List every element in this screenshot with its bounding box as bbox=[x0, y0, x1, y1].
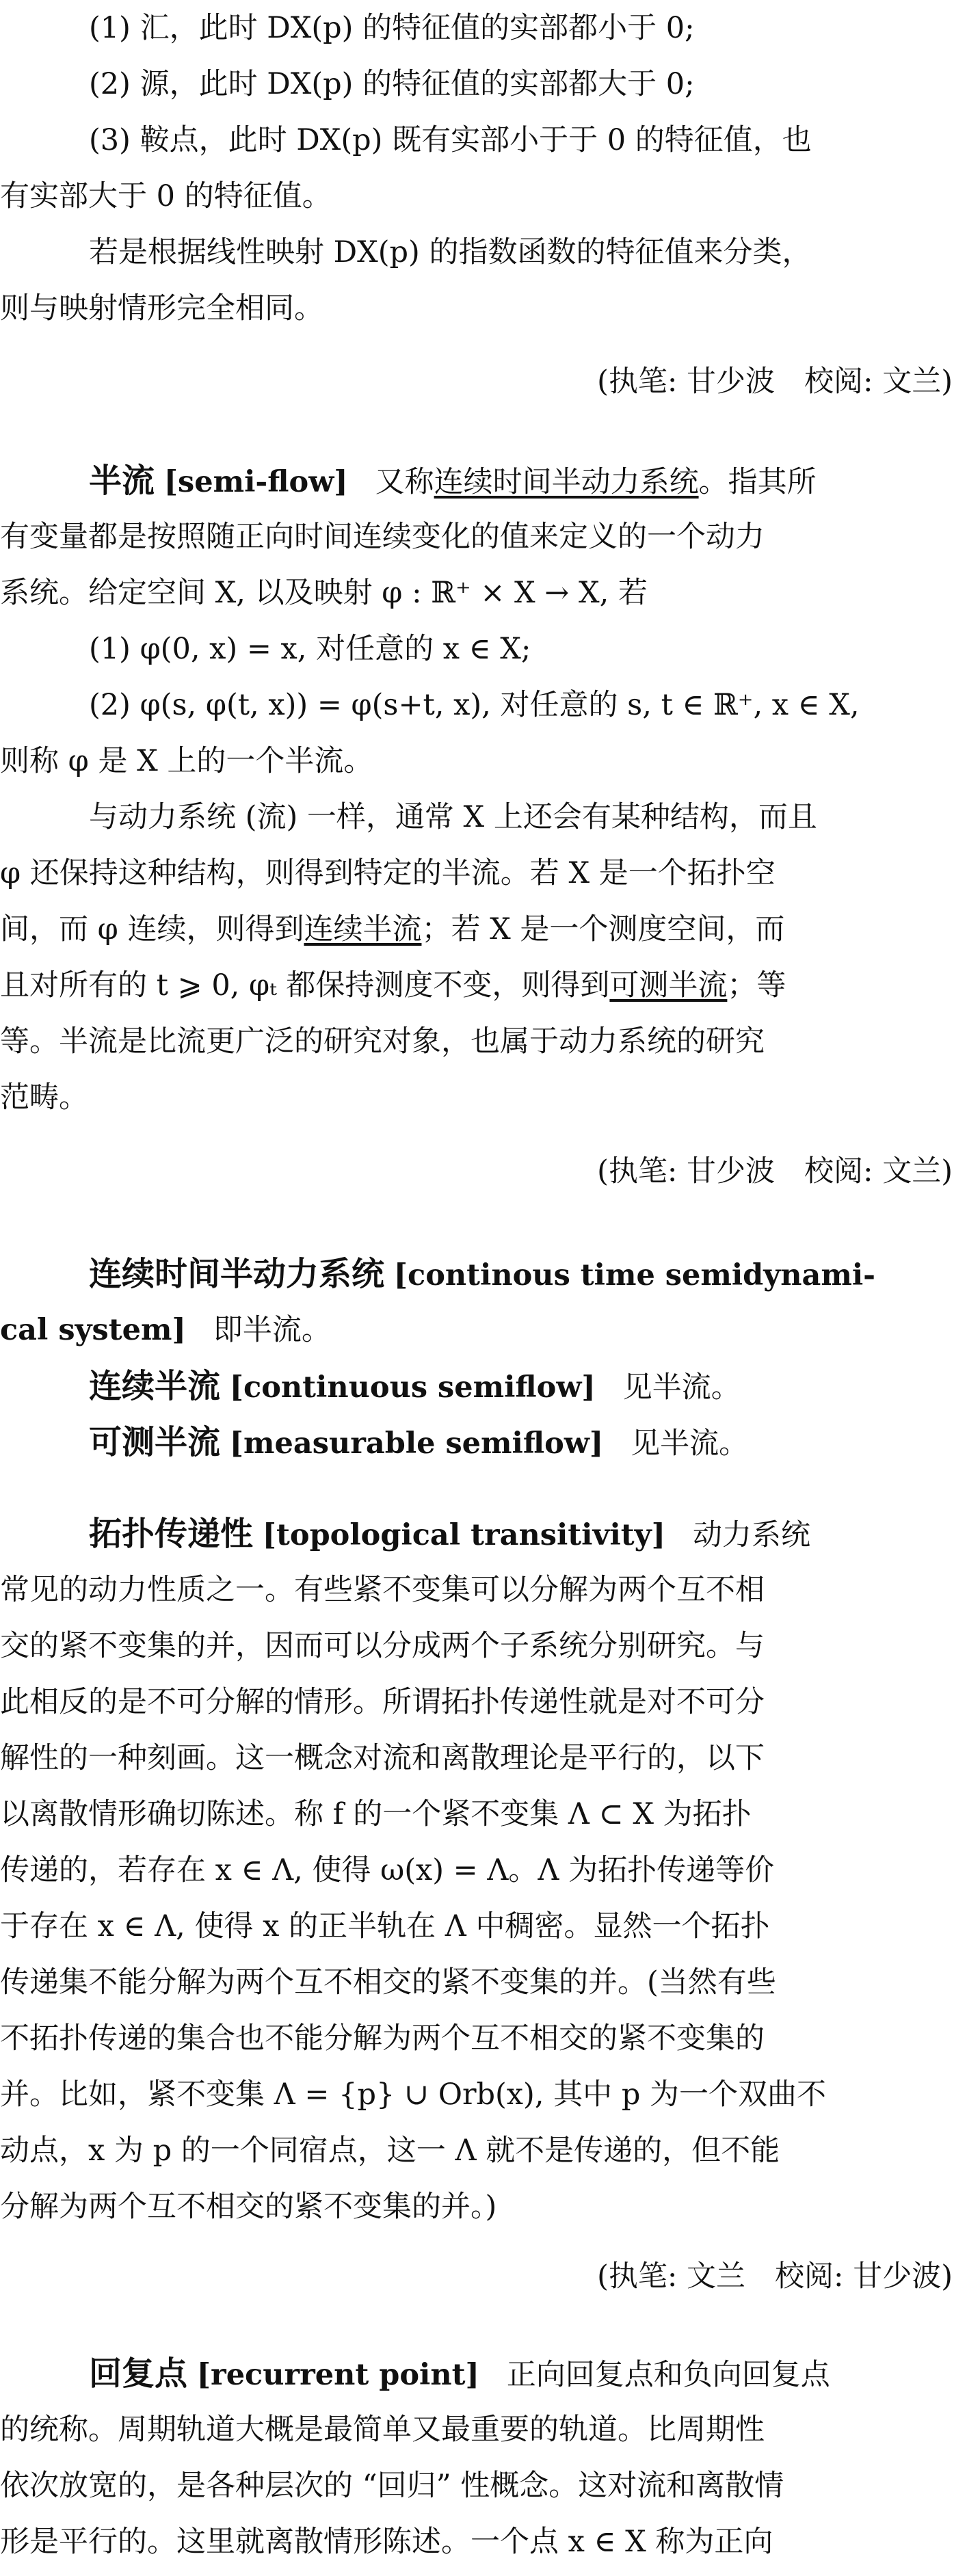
text-line: 传递的，若存在 x ∈ Λ, 使得 ω(x) = Λ。Λ 为拓扑传递等价 bbox=[0, 1853, 775, 1887]
text-line bbox=[0, 914, 980, 945]
entry-title-en: [measurable semiflow] bbox=[229, 1426, 604, 1461]
entry-line-rest: 正向回复点和负向回复点 bbox=[506, 2358, 830, 2392]
text-span: ；等 bbox=[727, 968, 786, 1002]
link-measurable-semiflow[interactable]: 可测半流 bbox=[609, 968, 728, 1002]
entry-title-en: [continous time semidynami- bbox=[393, 1258, 876, 1292]
text-span: 间，而 φ 连续，则得到 bbox=[0, 912, 304, 946]
text-line: 不拓扑传递的集合也不能分解为两个互不相交的紧不变集的 bbox=[0, 2021, 765, 2056]
entry-title-en: [topological transitivity] bbox=[262, 1518, 665, 1552]
condition-2: (2) φ(s, φ(t, x)) = φ(s+t, x), 对任意的 s, t ∈ ℝ⁺, x ∈ X, bbox=[89, 688, 860, 722]
entry-title-en: [semi-flow] bbox=[163, 465, 348, 499]
entry-see: 见半流。 bbox=[631, 1426, 749, 1461]
entry-title-cn: 连续半流 bbox=[89, 1367, 221, 1405]
text-line-linear-map-cont: 则与映射情形完全相同。 bbox=[0, 291, 323, 326]
entry-title-en: [continuous semiflow] bbox=[229, 1370, 596, 1405]
entry-title-cn: 连续时间半动力系统 bbox=[89, 1255, 385, 1293]
text-line: 于存在 x ∈ Λ, 使得 x 的正半轨在 Λ 中稠密。显然一个拓扑 bbox=[0, 1909, 770, 1943]
text-line: 的统称。周期轨道大概是最简单又最重要的轨道。比周期性 bbox=[0, 2413, 765, 2447]
credit-line: (执笔: 甘少波 校阅: 文兰) bbox=[597, 364, 953, 399]
link-continuous-semiflow[interactable]: 连续半流 bbox=[304, 912, 422, 946]
text-line: 系统。给定空间 X, 以及映射 φ : ℝ⁺ × X → X, 若 bbox=[0, 576, 648, 610]
entry-see: 见半流。 bbox=[622, 1370, 741, 1405]
text-line-sink: (1) 汇，此时 DX(p) 的特征值的实部都小于 0; bbox=[89, 11, 695, 45]
entry-intro: 又称 bbox=[375, 465, 434, 499]
credit-line: (执笔: 甘少波 校阅: 文兰) bbox=[597, 1154, 953, 1189]
entry-title-en-cont: cal system] bbox=[0, 1313, 186, 1347]
text-line bbox=[0, 970, 980, 1001]
text-span: ；若 X 是一个测度空间，而 bbox=[421, 912, 785, 946]
text-line-source: (2) 源，此时 DX(p) 的特征值的实部都大于 0; bbox=[89, 67, 695, 101]
entry-title-en: [recurrent point] bbox=[196, 2358, 479, 2392]
text-line: 传递集不能分解为两个互不相交的紧不变集的并。(当然有些 bbox=[0, 1965, 776, 2000]
text-line: 形是平行的。这里就离散情形陈述。一个点 x ∈ X 称为正向 bbox=[0, 2525, 773, 2559]
text-line-saddle: (3) 鞍点，此时 DX(p) 既有实部小于于 0 的特征值，也 bbox=[89, 123, 812, 157]
entry-transitivity-heading bbox=[0, 1515, 980, 1553]
text-line: 有变量都是按照随正向时间连续变化的值来定义的一个动力 bbox=[0, 520, 765, 554]
entry-ctsds-heading bbox=[0, 1255, 980, 1293]
entry-csf-heading bbox=[0, 1367, 980, 1405]
text-line: 并。比如，紧不变集 Λ = {p} ∪ Orb(x), 其中 p 为一个双曲不 bbox=[0, 2077, 827, 2112]
condition-1: (1) φ(0, x) = x, 对任意的 x ∈ X; bbox=[89, 632, 531, 666]
text-line: 等。半流是比流更广泛的研究对象，也属于动力系统的研究 bbox=[0, 1024, 765, 1059]
entry-title-cn: 半流 bbox=[89, 462, 155, 500]
entry-title-cn: 回复点 bbox=[89, 2354, 188, 2393]
credit-line: (执笔: 文兰 校阅: 甘少波) bbox=[597, 2259, 953, 2294]
link-ctsds[interactable]: 连续时间半动力系统 bbox=[434, 465, 699, 499]
text-span: 且对所有的 t ⩾ 0, φₜ 都保持测度不变，则得到 bbox=[0, 968, 610, 1002]
text-line: 此相反的是不可分解的情形。所谓拓扑传递性就是对不可分 bbox=[0, 1685, 765, 1719]
entry-line-rest: 动力系统 bbox=[693, 1518, 810, 1552]
entry-title-cn: 拓扑传递性 bbox=[89, 1515, 254, 1553]
entry-title-cn: 可测半流 bbox=[89, 1423, 221, 1461]
text-line: φ 还保持这种结构，则得到特定的半流。若 X 是一个拓扑空 bbox=[0, 856, 776, 890]
text-line: 范畴。 bbox=[0, 1080, 88, 1115]
text-line-saddle-cont: 有实部大于 0 的特征值。 bbox=[0, 179, 332, 213]
entry-see: 即半流。 bbox=[213, 1313, 331, 1347]
text-line: 依次放宽的，是各种层次的 “回归” 性概念。这对流和离散情 bbox=[0, 2469, 784, 2503]
text-line: 则称 φ 是 X 上的一个半流。 bbox=[0, 744, 373, 778]
text-line-linear-map: 若是根据线性映射 DX(p) 的指数函数的特征值来分类， bbox=[89, 235, 812, 269]
text-line: 与动力系统 (流) 一样，通常 X 上还会有某种结构，而且 bbox=[89, 800, 817, 834]
entry-line-rest: 。指其所 bbox=[698, 465, 817, 499]
text-line: 常见的动力性质之一。有些紧不变集可以分解为两个互不相 bbox=[0, 1573, 765, 1607]
entry-semiflow-heading bbox=[0, 462, 980, 500]
entry-recurrent-heading bbox=[0, 2354, 980, 2393]
entry-ctsds-cont bbox=[0, 1314, 980, 1346]
text-line: 解性的一种刻画。这一概念对流和离散理论是平行的，以下 bbox=[0, 1741, 765, 1775]
text-line: 动点，x 为 p 的一个同宿点，这一 Λ 就不是传递的，但不能 bbox=[0, 2134, 780, 2168]
text-line: 以离散情形确切陈述。称 f 的一个紧不变集 Λ ⊂ X 为拓扑 bbox=[0, 1797, 752, 1831]
entry-msf-heading bbox=[0, 1423, 980, 1461]
text-line: 交的紧不变集的并，因而可以分成两个子系统分别研究。与 bbox=[0, 1629, 765, 1663]
text-line: 分解为两个互不相交的紧不变集的并。) bbox=[0, 2190, 497, 2224]
